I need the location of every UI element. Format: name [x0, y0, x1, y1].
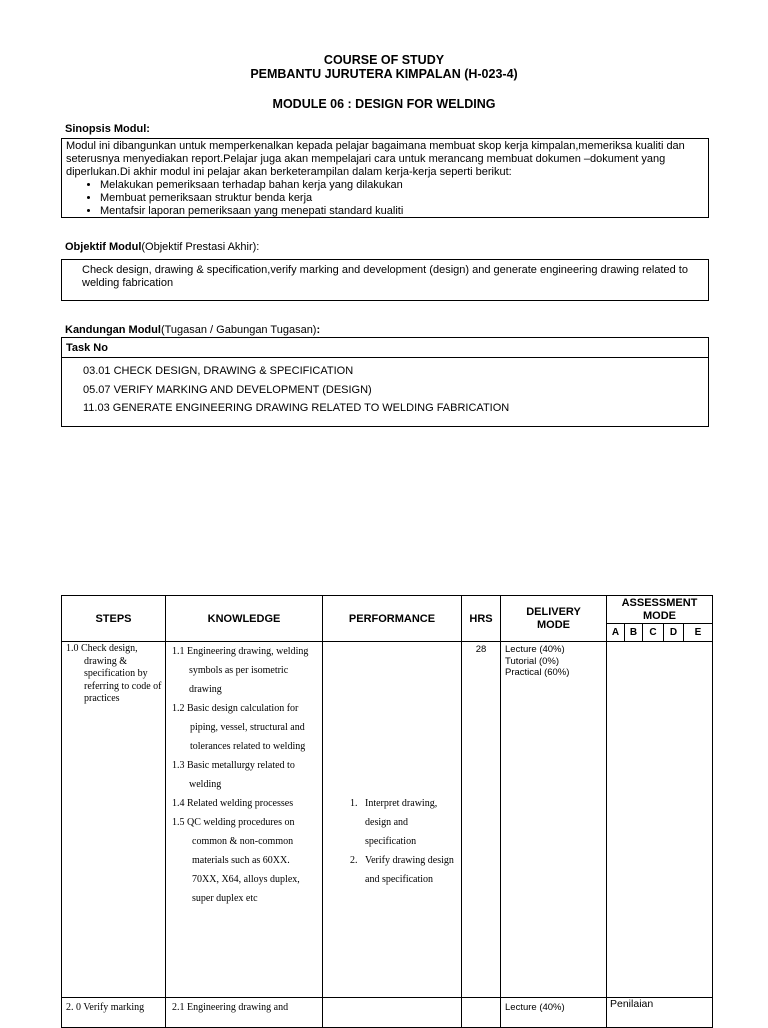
objective-label: [65, 241, 259, 253]
performance-item: 2. Verify drawing design and specification: [360, 851, 455, 889]
delivery-item: Practical (60%): [505, 667, 570, 678]
knowledge-item: 1.2 Basic design calculation for piping, vessel, structural and tolerances related to welding: [172, 703, 306, 752]
assessment-col-e: E: [684, 624, 713, 642]
assessment-text: Penilaian: [610, 998, 654, 1010]
knowledge-item: 1.3 Basic metallurgy related to welding: [172, 760, 295, 790]
step-text: 2. 0 Verify marking: [66, 1002, 145, 1013]
knowledge-item: 2.1 Engineering drawing and: [172, 1002, 289, 1013]
synopsis-bullet: • Mentafsir laporan pemeriksaan yang menepati standard kualiti: [100, 205, 704, 218]
delivery-item: Tutorial (0%): [505, 655, 560, 667]
knowledge-item: 1.1 Engineering drawing, welding symbols as per isometric drawing: [172, 646, 309, 695]
task-item: 11.03 GENERATE ENGINEERING DRAWING RELATED TO WELDING FABRICATION: [83, 402, 510, 414]
performance-header: PERFORMANCE: [323, 596, 462, 642]
course-title: COURSE OF STUDY: [323, 53, 445, 67]
synopsis-box: [61, 138, 709, 218]
objective-label-bold: Objektif Modul: [65, 241, 142, 253]
course-name: PEMBANTU JURUTERA KIMPALAN (H-023-4): [250, 67, 518, 81]
objective-label-normal: (Objektif Prestasi Akhir):: [141, 241, 260, 253]
content-label: [65, 324, 320, 336]
hrs-cell: [462, 642, 501, 998]
hrs-header: HRS: [462, 596, 501, 642]
synopsis-text: Modul ini dibangunkan untuk memperkenalkan kepada pelajar bagaimana membuat skop kerja kimpalan,memeriksa kualiti dan seterusnya menyediakan report.Pelajar juga akan mempelajari cara untuk merancang membuat dokumen –dokument yang diperlukan.Di akhir modul ini pelajar akan berketerampilan dalam kerja-kerja seperti berikut:: [66, 140, 685, 178]
assessment-col-d: D: [664, 624, 684, 642]
header-row: [62, 596, 713, 624]
knowledge-item: 1.4 Related welding processes: [172, 798, 294, 809]
synopsis-label: Sinopsis Modul:: [65, 123, 150, 135]
objective-box: [61, 259, 709, 301]
performance-cell: [323, 998, 462, 1028]
objective-text: Check design, drawing & specification,verify marking and development (design) and generate engineering drawing related to welding fabrication: [82, 264, 688, 289]
steps-header: STEPS: [62, 596, 166, 642]
synopsis-bullet: • Melakukan pemeriksaan terhadap bahan kerja yang dilakukan: [100, 179, 704, 192]
task-item: 03.01 CHECK DESIGN, DRAWING & SPECIFICATION: [83, 365, 354, 377]
task-list: [62, 358, 708, 418]
table-row: [62, 998, 713, 1028]
knowledge-item: 1.5 QC welding procedures on common & non-common materials such as 60XX. 70XX, X64, alloys duplex, super duplex etc: [172, 817, 300, 904]
performance-item: 1. Interpret drawing, design and specification: [360, 794, 455, 851]
knowledge-header: KNOWLEDGE: [166, 596, 323, 642]
delivery-mode-header: DELIVERY MODE: [501, 596, 607, 642]
knowledge-cell: [166, 642, 323, 998]
assessment-cell: [607, 642, 713, 998]
performance-list: [323, 794, 455, 889]
table-row: [62, 642, 713, 998]
performance-cell: [323, 642, 462, 998]
synopsis-bullets: [66, 179, 704, 218]
synopsis-bullet: • Membuat pemeriksaan struktur benda kerja: [100, 192, 704, 205]
module-table: [61, 595, 713, 1028]
knowledge-cell: [166, 998, 323, 1028]
assessment-mode-header: ASSESSMENT MODE: [607, 596, 713, 624]
assessment-col-c: C: [643, 624, 664, 642]
tasks-box: [61, 337, 709, 427]
content-label-colon: :: [316, 324, 321, 336]
module-title: MODULE 06 : DESIGN FOR WELDING: [272, 97, 496, 111]
assessment-col-b: B: [625, 624, 643, 642]
delivery-cell: [501, 642, 607, 998]
assessment-cell: [607, 998, 713, 1028]
step-cell: [62, 998, 166, 1028]
delivery-item: Lecture (40%): [505, 644, 565, 655]
task-no-header: Task No: [62, 338, 708, 358]
step-cell: [62, 642, 166, 998]
assessment-col-a: A: [607, 624, 625, 642]
content-label-normal: (Tugasan / Gabungan Tugasan): [160, 324, 317, 336]
step-text: 1.0 Check design, drawing & specification by referring to code of practices: [66, 643, 162, 704]
delivery-item: Lecture (40%): [505, 1002, 565, 1013]
task-item: 05.07 VERIFY MARKING AND DEVELOPMENT (DESIGN): [83, 383, 372, 396]
content-label-bold: Kandungan Modul: [65, 324, 161, 336]
hrs-value: 28: [475, 644, 487, 655]
hrs-cell: [462, 998, 501, 1028]
delivery-cell: [501, 998, 607, 1028]
